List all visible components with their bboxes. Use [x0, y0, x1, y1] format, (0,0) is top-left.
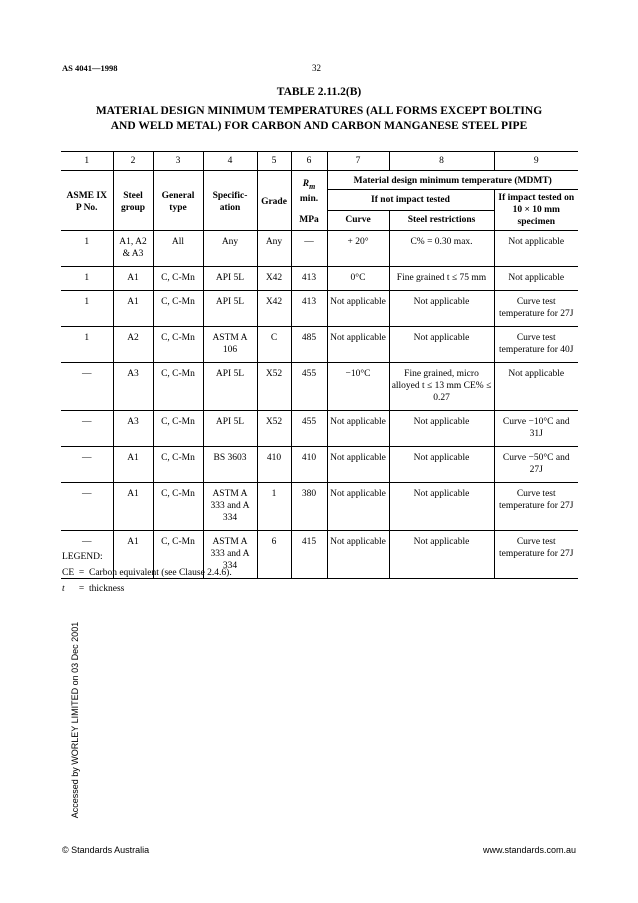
table-title: MATERIAL DESIGN MINIMUM TEMPERATURES (ALL FORMS EXCEPT BOLTING AND WELD METAL) FOR CARBON AND CARBON MANGANESE STEEL PIPE	[95, 105, 543, 132]
col-num: 9	[494, 152, 578, 171]
header-asme: ASME IX P No.	[66, 190, 107, 213]
cell-curve: Not applicable	[327, 531, 389, 579]
cell-type: C, C-Mn	[153, 411, 203, 447]
cell-impact: Curve test temperature for 40J	[494, 327, 578, 363]
cell-asme: 1	[61, 291, 113, 327]
cell-spec: API 5L	[203, 267, 257, 291]
legend-symbol: t	[62, 584, 65, 594]
cell-asme: —	[61, 447, 113, 483]
header-steel-group: Steel group	[113, 171, 153, 231]
cell-impact: Curve test temperature for 27J	[494, 483, 578, 531]
table-number: TABLE 2.11.2(B)	[276, 86, 362, 98]
cell-restrictions: Fine grained t ≤ 75 mm	[389, 267, 494, 291]
col-num: 7	[327, 152, 389, 171]
cell-restrictions: Not applicable	[389, 411, 494, 447]
cell-restrictions: Not applicable	[389, 531, 494, 579]
cell-rm: 485	[291, 327, 327, 363]
cell-asme: —	[61, 483, 113, 531]
rm-symbol: R	[302, 179, 310, 190]
cell-rm: 455	[291, 411, 327, 447]
header-steel-restrictions: Steel restrictions	[389, 210, 494, 231]
rm-subscript: m	[309, 181, 316, 191]
cell-grade: C	[257, 327, 291, 363]
cell-curve: Not applicable	[327, 327, 389, 363]
col-num: 1	[61, 152, 113, 171]
cell-impact: Curve −50°C and 27J	[494, 447, 578, 483]
cell-rm: 410	[291, 447, 327, 483]
cell-spec: API 5L	[203, 291, 257, 327]
table-row	[61, 231, 578, 267]
cell-spec: BS 3603	[203, 447, 257, 483]
legend	[62, 549, 232, 597]
cell-impact: Not applicable	[494, 267, 578, 291]
cell-asme: 1	[61, 231, 113, 267]
header-mdmt: Material design minimum temperature (MDMT)	[327, 171, 578, 190]
cell-rm: 455	[291, 363, 327, 411]
cell-grade: 410	[257, 447, 291, 483]
header-grade: Grade	[257, 171, 291, 231]
cell-restrictions: Fine grained, micro alloyed t ≤ 13 mm CE% ≤ 0.27	[389, 363, 494, 411]
cell-rm: 415	[291, 531, 327, 579]
cell-spec: API 5L	[203, 411, 257, 447]
cell-restrictions: Not applicable	[389, 291, 494, 327]
cell-spec: API 5L	[203, 363, 257, 411]
cell-impact: Curve −10°C and 31J	[494, 411, 578, 447]
header-not-impact-tested: If not impact tested	[327, 190, 494, 211]
header-specification: Specific-ation	[203, 171, 257, 231]
cell-curve: 0°C	[327, 267, 389, 291]
cell-restrictions: Not applicable	[389, 447, 494, 483]
access-watermark: Accessed by WORLEY LIMITED on 03 Dec 2001	[70, 621, 80, 819]
legend-text: Carbon equivalent (see Clause 2.4.6).	[89, 568, 232, 578]
document-id: AS 4041—1998	[62, 63, 118, 73]
cell-curve: Not applicable	[327, 447, 389, 483]
mdmt-table	[61, 151, 578, 579]
cell-impact: Curve test temperature for 27J	[494, 531, 578, 579]
page-number: 32	[312, 63, 321, 73]
column-number-row	[61, 152, 578, 171]
cell-type: C, C-Mn	[153, 327, 203, 363]
table-row	[61, 411, 578, 447]
cell-group: A1	[113, 447, 153, 483]
cell-restrictions: Not applicable	[389, 327, 494, 363]
cell-spec: Any	[203, 231, 257, 267]
table-row	[61, 483, 578, 531]
table-row	[61, 291, 578, 327]
cell-group: A1, A2 & A3	[113, 231, 153, 267]
legend-item	[62, 565, 232, 581]
col-num: 5	[257, 152, 291, 171]
cell-group: A1	[113, 531, 153, 579]
cell-group: A1	[113, 291, 153, 327]
cell-grade: X52	[257, 411, 291, 447]
header-impact-tested: If impact tested on 10 × 10 mm specimen	[494, 190, 578, 231]
cell-spec: ASTM A 106	[203, 327, 257, 363]
cell-curve: Not applicable	[327, 483, 389, 531]
cell-group: A2	[113, 327, 153, 363]
cell-type: C, C-Mn	[153, 291, 203, 327]
header-curve: Curve	[327, 210, 389, 231]
cell-grade: 1	[257, 483, 291, 531]
cell-curve: −10°C	[327, 363, 389, 411]
cell-type: All	[153, 231, 203, 267]
legend-eq: =	[78, 568, 85, 578]
col-num: 3	[153, 152, 203, 171]
table-row	[61, 327, 578, 363]
cell-grade: 6	[257, 531, 291, 579]
cell-type: C, C-Mn	[153, 363, 203, 411]
legend-item	[62, 581, 232, 597]
cell-asme: 1	[61, 327, 113, 363]
table-row	[61, 267, 578, 291]
cell-impact: Not applicable	[494, 231, 578, 267]
cell-spec: ASTM A 333 and A 334	[203, 483, 257, 531]
col-num: 2	[113, 152, 153, 171]
cell-impact: Curve test temperature for 27J	[494, 291, 578, 327]
header-rm-unit: MPa	[291, 210, 327, 231]
footer-website-link[interactable]: www.standards.com.au	[482, 845, 576, 855]
cell-asme: —	[61, 531, 113, 579]
cell-rm: 413	[291, 291, 327, 327]
footer-copyright: © Standards Australia	[62, 845, 150, 855]
header-rm	[291, 171, 327, 211]
table-row	[61, 363, 578, 411]
legend-title: LEGEND:	[62, 552, 103, 562]
col-num: 4	[203, 152, 257, 171]
cell-asme: —	[61, 363, 113, 411]
cell-type: C, C-Mn	[153, 447, 203, 483]
cell-restrictions: C% = 0.30 max.	[389, 231, 494, 267]
cell-type: C, C-Mn	[153, 531, 203, 579]
cell-grade: X42	[257, 267, 291, 291]
cell-group: A3	[113, 411, 153, 447]
header-row	[61, 171, 578, 190]
legend-eq: =	[78, 584, 85, 594]
col-num: 8	[389, 152, 494, 171]
cell-impact: Not applicable	[494, 363, 578, 411]
legend-symbol: CE	[62, 568, 75, 578]
rm-min: min.	[299, 193, 319, 204]
cell-asme: —	[61, 411, 113, 447]
legend-text: thickness	[89, 584, 125, 594]
header-general-type: General type	[153, 171, 203, 231]
cell-rm: 413	[291, 267, 327, 291]
cell-rm: —	[291, 231, 327, 267]
cell-spec: ASTM A 333 and A 334	[203, 531, 257, 579]
table-row	[61, 447, 578, 483]
cell-restrictions: Not applicable	[389, 483, 494, 531]
cell-group: A1	[113, 267, 153, 291]
col-num: 6	[291, 152, 327, 171]
cell-group: A3	[113, 363, 153, 411]
cell-grade: X42	[257, 291, 291, 327]
cell-asme: 1	[61, 267, 113, 291]
cell-curve: + 20°	[327, 231, 389, 267]
cell-grade: X52	[257, 363, 291, 411]
cell-curve: Not applicable	[327, 411, 389, 447]
cell-curve: Not applicable	[327, 291, 389, 327]
cell-rm: 380	[291, 483, 327, 531]
cell-type: C, C-Mn	[153, 267, 203, 291]
cell-grade: Any	[257, 231, 291, 267]
cell-group: A1	[113, 483, 153, 531]
cell-type: C, C-Mn	[153, 483, 203, 531]
